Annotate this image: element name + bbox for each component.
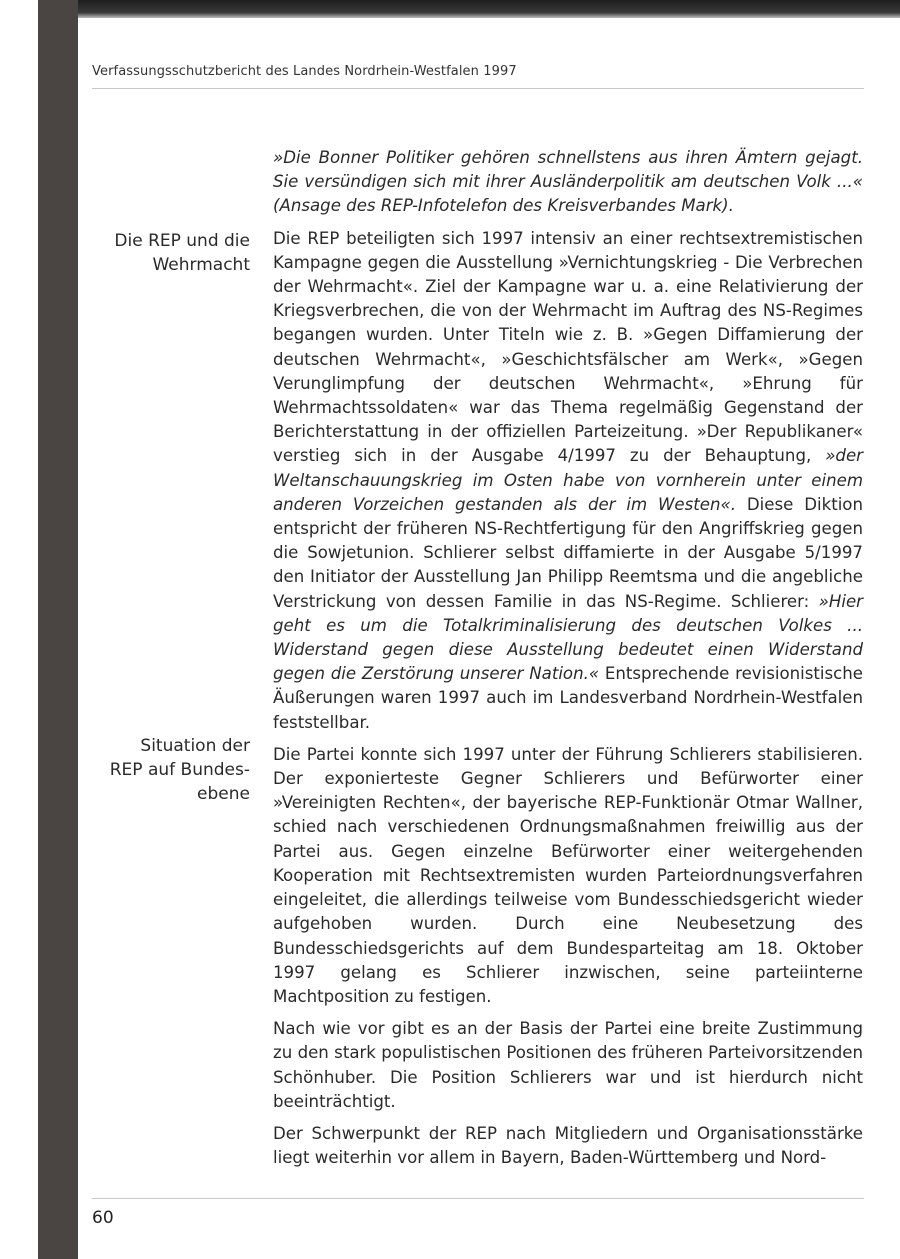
quoted-text: »Hier geht es um die Totalkriminalisierung des deutschen Volkes ... Widerstand gegen diese Ausstellung bedeutet einen Widerstand gegen die Zerstörung unserer Nation.« bbox=[273, 591, 863, 684]
header-divider bbox=[92, 88, 864, 89]
page-number: 60 bbox=[92, 1208, 114, 1228]
paragraph-text: Entsprechende revisionistische Äußerungen waren 1997 auch im Landesverband Nordrhein-Westfalen feststellbar. bbox=[273, 664, 863, 732]
side-heading-situation-bundesebene bbox=[80, 734, 250, 806]
side-heading-line: Die REP und die bbox=[114, 231, 250, 251]
paragraph-basis: Nach wie vor gibt es an der Basis der Partei eine breite Zustimmung zu den stark populistischen Positionen des früheren Parteivorsitzenden Schönhuber. Die Position Schlierers war und ist hierdurch nicht beeinträchtigt. bbox=[273, 1019, 863, 1111]
paragraph-wehrmacht bbox=[273, 227, 863, 735]
side-heading-line: Wehrmacht bbox=[152, 255, 250, 275]
side-heading-line: REP auf Bundes- bbox=[109, 760, 250, 780]
scan-top-edge bbox=[38, 0, 900, 18]
paragraph-text: Die REP beteiligten sich 1997 intensiv an einer rechtsextremistischen Kampagne gegen die Ausstellung »Vernichtungskrieg - Die Verbrechen der Wehrmacht«. Ziel der Kampagne war u. a. eine Relativierung der Kriegsverbrechen, die von der Wehrmacht im Auftrag des NS-Regimes begangen wurden. Unter Titeln wie z. B. »Gegen Diffamierung der deutschen Wehrmacht«, »Geschichtsfälscher am Werk«, »Gegen Verunglimpfung der deutschen Wehrmacht«, »Ehrung für Wehrmachtssoldaten« war das Thema regelmäßig Gegenstand der Berichterstattung in der offiziellen Parteizeitung. »Der Republikaner« verstieg sich in der Ausgabe 4/1997 zu der Behauptung, bbox=[273, 228, 863, 466]
side-heading-rep-wehrmacht bbox=[80, 229, 250, 277]
side-heading-line: Situation der bbox=[140, 736, 250, 756]
paragraph-text: Diese Diktion entspricht der früheren NS-Rechtfertigung für den Angriffskrieg gegen die Sowjetunion. Schlierer selbst diffamierte in der Ausgabe 5/1997 den Initiator der Ausstellung Jan Philipp Reemtsma und die angebliche Verstrickung von dessen Familie in das NS-Regime. Schlierer: bbox=[273, 494, 863, 611]
running-header: Verfassungsschutzbericht des Landes Nordrhein-Westfalen 1997 bbox=[92, 64, 517, 79]
footer-divider bbox=[92, 1198, 864, 1199]
side-heading-line: ebene bbox=[197, 784, 250, 804]
intro-quote: »Die Bonner Politiker gehören schnellstens aus ihren Ämtern gejagt. Sie versündigen sich mit ihrer Ausländerpolitik am deutschen Volk ...« (Ansage des REP-Infotelefon des Kreisverbandes Mark). bbox=[273, 148, 863, 216]
main-text-column bbox=[273, 146, 863, 1178]
quoted-text: »der Weltanschauungskrieg im Osten habe von vornherein unter einem anderen Vorzeichen gestanden als der im Westen«. bbox=[273, 446, 863, 514]
scan-binding-edge bbox=[38, 0, 78, 1259]
paragraph-schwerpunkt: Der Schwerpunkt der REP nach Mitgliedern und Organisationsstärke liegt weiterhin vor allem in Bayern, Baden-Württemberg und Nord- bbox=[273, 1123, 863, 1168]
paragraph-bundesebene: Die Partei konnte sich 1997 unter der Führung Schlierers stabilisieren. Der exponierteste Gegner Schlierers und Befürworter einer »Vereinigten Rechten«, der bayerische REP-Funktionär Otmar Wallner, schied nach verschiedenen Ordnungsmaßnahmen freiwillig aus der Partei aus. Gegen einzelne Befürworter einer weitergehenden Kooperation mit Rechtsextremisten wurden Parteiordnungsverfahren eingeleitet, die allerdings teilweise vom Bundesschiedsgericht wieder aufgehoben wurden. Durch eine Neubesetzung des Bundesschiedsgerichts auf dem Bundesparteitag am 18. Oktober 1997 gelang es Schlierer inzwischen, seine parteiinterne Machtposition zu festigen. bbox=[273, 744, 863, 1006]
